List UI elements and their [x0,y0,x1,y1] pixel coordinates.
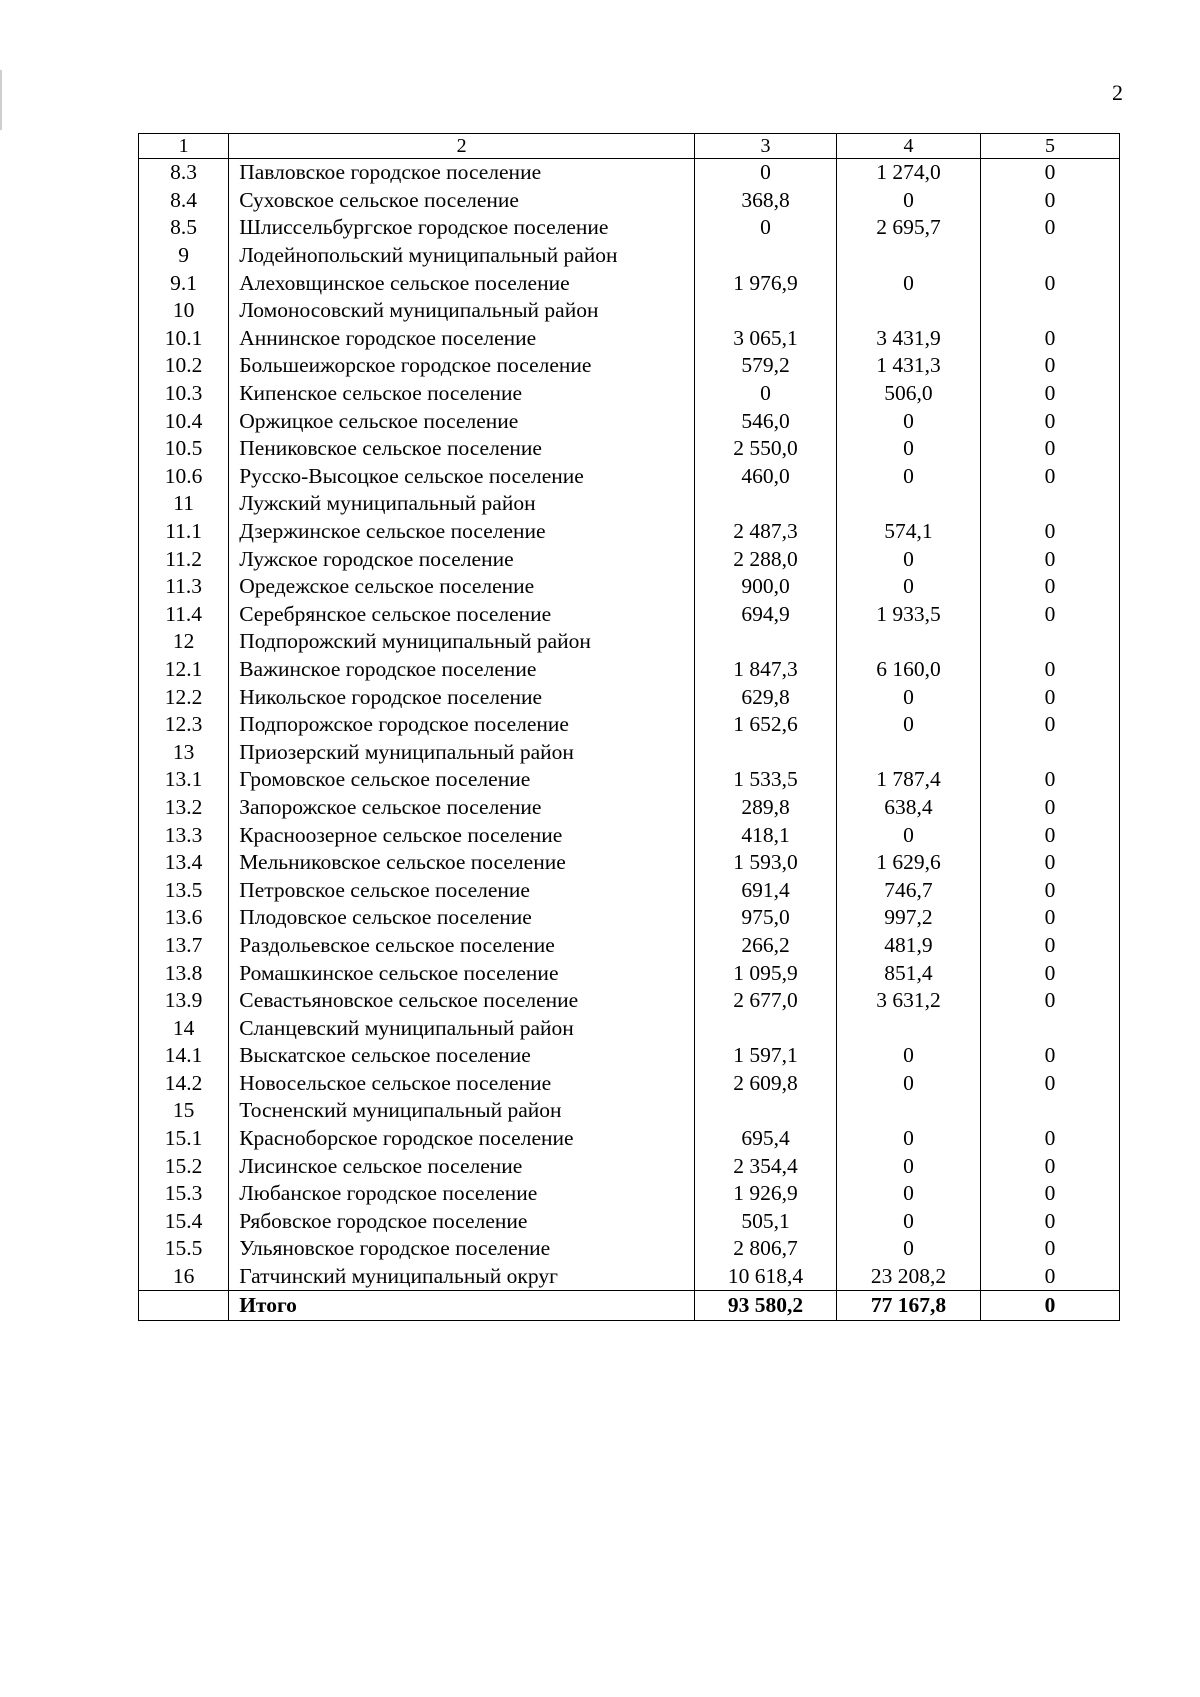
value-col5-cell [980,490,1119,518]
scan-edge-mark [0,70,2,130]
table-row [139,1014,1120,1042]
table-row [139,1125,1120,1153]
value-col4-cell: 1 933,5 [837,601,981,629]
name-cell: Раздольевское сельское поселение [229,932,695,960]
number-cell: 10.3 [139,380,229,408]
name-cell: Приозерский муниципальный район [229,738,695,766]
table-row [139,380,1120,408]
name-cell: Гатчинский муниципальный округ [229,1263,695,1291]
table-row [139,932,1120,960]
name-cell: Большеижорское городское поселение [229,352,695,380]
total-label: Итого [229,1291,695,1321]
value-col4-cell: 0 [837,187,981,215]
value-col4-cell: 2 695,7 [837,214,981,242]
value-col5-cell: 0 [980,159,1119,187]
name-cell: Подпорожское городское поселение [229,711,695,739]
table-row [139,1263,1120,1291]
name-cell: Ломоносовский муниципальный район [229,297,695,325]
value-col4-cell: 1 274,0 [837,159,981,187]
total-value-col5-cell: 0 [980,1291,1119,1321]
value-col3-cell: 1 652,6 [695,711,837,739]
name-cell: Севастьяновское сельское поселение [229,987,695,1015]
value-col3-cell: 1 095,9 [695,959,837,987]
number-cell: 8.5 [139,214,229,242]
table-row [139,766,1120,794]
name-cell: Красноозерное сельское поселение [229,821,695,849]
table-row [139,794,1120,822]
name-cell: Суховское сельское поселение [229,187,695,215]
number-cell: 13.5 [139,876,229,904]
value-col3-cell: 0 [695,380,837,408]
value-col3-cell [695,490,837,518]
value-col5-cell: 0 [980,1208,1119,1236]
value-col3-cell: 900,0 [695,573,837,601]
name-cell: Ульяновское городское поселение [229,1235,695,1263]
number-cell: 12.3 [139,711,229,739]
name-cell: Любанское городское поселение [229,1180,695,1208]
value-col4-cell: 0 [837,1208,981,1236]
name-cell: Кипенское сельское поселение [229,380,695,408]
table-row [139,242,1120,270]
value-col3-cell: 2 288,0 [695,545,837,573]
value-col3-cell: 691,4 [695,876,837,904]
value-col3-cell: 418,1 [695,821,837,849]
table-row [139,1208,1120,1236]
name-cell: Мельниковское сельское поселение [229,849,695,877]
value-col4-cell: 3 631,2 [837,987,981,1015]
value-col5-cell: 0 [980,601,1119,629]
value-col3-cell: 3 065,1 [695,325,837,353]
value-col4-cell: 0 [837,1125,981,1153]
value-col3-cell: 629,8 [695,683,837,711]
value-col5-cell: 0 [980,987,1119,1015]
value-col5-cell [980,1097,1119,1125]
value-col4-cell: 997,2 [837,904,981,932]
value-col3-cell: 695,4 [695,1125,837,1153]
table-row [139,656,1120,684]
value-col4-cell: 0 [837,1042,981,1070]
total-value-col4-cell: 77 167,8 [837,1291,981,1321]
value-col3-cell: 2 806,7 [695,1235,837,1263]
number-cell: 11.1 [139,518,229,546]
value-col3-cell: 505,1 [695,1208,837,1236]
header-cell-4: 4 [837,134,981,159]
number-cell: 13.9 [139,987,229,1015]
value-col3-cell [695,297,837,325]
table-row [139,269,1120,297]
value-col5-cell: 0 [980,656,1119,684]
value-col5-cell: 0 [980,352,1119,380]
value-col4-cell: 481,9 [837,932,981,960]
header-cell-1: 1 [139,134,229,159]
name-cell: Красноборское городское поселение [229,1125,695,1153]
value-col3-cell [695,242,837,270]
value-col4-cell [837,490,981,518]
value-col3-cell: 1 847,3 [695,656,837,684]
value-col5-cell: 0 [980,1152,1119,1180]
value-col3-cell: 0 [695,159,837,187]
value-col4-cell: 746,7 [837,876,981,904]
value-col5-cell: 0 [980,849,1119,877]
value-col4-cell: 0 [837,1152,981,1180]
header-cell-5: 5 [980,134,1119,159]
name-cell: Алеховщинское сельское поселение [229,269,695,297]
name-cell: Ромашкинское сельское поселение [229,959,695,987]
value-col5-cell: 0 [980,380,1119,408]
value-col4-cell [837,242,981,270]
name-cell: Аннинское городское поселение [229,325,695,353]
value-col5-cell: 0 [980,269,1119,297]
value-col5-cell: 0 [980,1180,1119,1208]
value-col5-cell: 0 [980,573,1119,601]
total-number-cell [139,1291,229,1321]
value-col5-cell: 0 [980,1070,1119,1098]
name-cell: Шлиссельбургское городское поселение [229,214,695,242]
table-row [139,490,1120,518]
value-col4-cell: 0 [837,573,981,601]
value-col4-cell: 6 160,0 [837,656,981,684]
value-col3-cell: 694,9 [695,601,837,629]
value-col3-cell: 1 593,0 [695,849,837,877]
header-cell-2: 2 [229,134,695,159]
table-row [139,1235,1120,1263]
value-col4-cell: 23 208,2 [837,1263,981,1291]
number-cell: 14.1 [139,1042,229,1070]
name-cell: Никольское городское поселение [229,683,695,711]
value-col5-cell: 0 [980,1125,1119,1153]
value-col5-cell: 0 [980,711,1119,739]
value-col3-cell: 2 487,3 [695,518,837,546]
number-cell: 13.2 [139,794,229,822]
value-col3-cell: 2 677,0 [695,987,837,1015]
value-col3-cell: 0 [695,214,837,242]
name-cell: Сланцевский муниципальный район [229,1014,695,1042]
table-body [139,134,1120,1321]
number-cell: 10.6 [139,463,229,491]
value-col3-cell: 266,2 [695,932,837,960]
total-row [139,1291,1120,1321]
value-col3-cell: 368,8 [695,187,837,215]
value-col4-cell: 0 [837,463,981,491]
name-cell: Запорожское сельское поселение [229,794,695,822]
number-cell: 10.1 [139,325,229,353]
value-col4-cell: 0 [837,407,981,435]
value-col4-cell [837,1097,981,1125]
number-cell: 15 [139,1097,229,1125]
value-col3-cell [695,1097,837,1125]
value-col3-cell: 579,2 [695,352,837,380]
value-col3-cell [695,738,837,766]
name-cell: Выскатское сельское поселение [229,1042,695,1070]
value-col4-cell: 851,4 [837,959,981,987]
number-cell: 8.3 [139,159,229,187]
table-row [139,518,1120,546]
table-row [139,1070,1120,1098]
name-cell: Тосненский муниципальный район [229,1097,695,1125]
value-col4-cell: 0 [837,711,981,739]
name-cell: Серебрянское сельское поселение [229,601,695,629]
number-cell: 15.4 [139,1208,229,1236]
value-col5-cell: 0 [980,904,1119,932]
value-col4-cell [837,1014,981,1042]
name-cell: Громовское сельское поселение [229,766,695,794]
value-col4-cell: 0 [837,1235,981,1263]
table-row [139,601,1120,629]
value-col3-cell: 2 609,8 [695,1070,837,1098]
table-row [139,876,1120,904]
table-row [139,545,1120,573]
name-cell: Русско-Высоцкое сельское поселение [229,463,695,491]
number-cell: 11 [139,490,229,518]
table-row [139,297,1120,325]
name-cell: Оржицкое сельское поселение [229,407,695,435]
value-col5-cell: 0 [980,518,1119,546]
table-row [139,187,1120,215]
value-col3-cell: 10 618,4 [695,1263,837,1291]
value-col5-cell [980,297,1119,325]
value-col5-cell: 0 [980,214,1119,242]
table-row [139,711,1120,739]
number-cell: 13.7 [139,932,229,960]
number-cell: 15.1 [139,1125,229,1153]
number-cell: 15.3 [139,1180,229,1208]
value-col3-cell: 1 597,1 [695,1042,837,1070]
value-col4-cell: 1 431,3 [837,352,981,380]
table-row [139,1097,1120,1125]
name-cell: Лужский муниципальный район [229,490,695,518]
value-col5-cell: 0 [980,407,1119,435]
name-cell: Лужское городское поселение [229,545,695,573]
value-col4-cell: 0 [837,821,981,849]
name-cell: Плодовское сельское поселение [229,904,695,932]
name-cell: Лисинское сельское поселение [229,1152,695,1180]
value-col3-cell [695,628,837,656]
value-col4-cell: 0 [837,683,981,711]
number-cell: 9 [139,242,229,270]
value-col4-cell: 1 629,6 [837,849,981,877]
value-col4-cell [837,628,981,656]
number-cell: 11.3 [139,573,229,601]
table-row [139,1042,1120,1070]
table-row [139,987,1120,1015]
value-col4-cell: 0 [837,435,981,463]
value-col5-cell [980,1014,1119,1042]
number-cell: 12 [139,628,229,656]
value-col4-cell: 506,0 [837,380,981,408]
value-col4-cell: 0 [837,1180,981,1208]
number-cell: 15.5 [139,1235,229,1263]
table-row [139,683,1120,711]
value-col3-cell: 1 533,5 [695,766,837,794]
value-col4-cell: 0 [837,545,981,573]
name-cell: Лодейнопольский муниципальный район [229,242,695,270]
table-row [139,628,1120,656]
name-cell: Пениковское сельское поселение [229,435,695,463]
value-col5-cell: 0 [980,187,1119,215]
value-col5-cell [980,738,1119,766]
number-cell: 10.2 [139,352,229,380]
value-col5-cell: 0 [980,821,1119,849]
name-cell: Подпорожский муниципальный район [229,628,695,656]
value-col5-cell: 0 [980,959,1119,987]
value-col4-cell: 574,1 [837,518,981,546]
total-value-col3-cell: 93 580,2 [695,1291,837,1321]
value-col3-cell: 460,0 [695,463,837,491]
number-cell: 14 [139,1014,229,1042]
number-cell: 15.2 [139,1152,229,1180]
table-row [139,1180,1120,1208]
table-row [139,821,1120,849]
value-col5-cell: 0 [980,932,1119,960]
name-cell: Новосельское сельское поселение [229,1070,695,1098]
name-cell: Важинское городское поселение [229,656,695,684]
value-col4-cell: 638,4 [837,794,981,822]
number-cell: 13.8 [139,959,229,987]
value-col5-cell [980,628,1119,656]
value-col3-cell: 2 550,0 [695,435,837,463]
value-col5-cell: 0 [980,876,1119,904]
number-cell: 10.4 [139,407,229,435]
number-cell: 10.5 [139,435,229,463]
number-cell: 11.4 [139,601,229,629]
number-cell: 8.4 [139,187,229,215]
value-col5-cell: 0 [980,1042,1119,1070]
name-cell: Петровское сельское поселение [229,876,695,904]
number-cell: 16 [139,1263,229,1291]
allocation-table [138,133,1120,1321]
table-row [139,214,1120,242]
header-cell-3: 3 [695,134,837,159]
value-col4-cell: 3 431,9 [837,325,981,353]
number-cell: 13.6 [139,904,229,932]
value-col5-cell: 0 [980,1235,1119,1263]
value-col3-cell: 1 926,9 [695,1180,837,1208]
table-row [139,463,1120,491]
value-col5-cell: 0 [980,1263,1119,1291]
name-cell: Рябовское городское поселение [229,1208,695,1236]
value-col4-cell: 0 [837,1070,981,1098]
table-row [139,325,1120,353]
number-cell: 12.2 [139,683,229,711]
table-row [139,738,1120,766]
number-cell: 11.2 [139,545,229,573]
value-col4-cell [837,297,981,325]
value-col5-cell: 0 [980,683,1119,711]
value-col5-cell: 0 [980,545,1119,573]
table-row [139,573,1120,601]
name-cell: Павловское городское поселение [229,159,695,187]
value-col3-cell: 2 354,4 [695,1152,837,1180]
number-cell: 14.2 [139,1070,229,1098]
value-col5-cell: 0 [980,325,1119,353]
number-cell: 13 [139,738,229,766]
value-col4-cell: 1 787,4 [837,766,981,794]
page-number: 2 [1112,80,1123,105]
value-col5-cell: 0 [980,766,1119,794]
table-row [139,407,1120,435]
value-col4-cell [837,738,981,766]
value-col3-cell: 546,0 [695,407,837,435]
value-col3-cell: 1 976,9 [695,269,837,297]
value-col5-cell: 0 [980,435,1119,463]
table-row [139,1152,1120,1180]
value-col5-cell [980,242,1119,270]
value-col3-cell [695,1014,837,1042]
name-cell: Дзержинское сельское поселение [229,518,695,546]
number-cell: 13.3 [139,821,229,849]
value-col5-cell: 0 [980,794,1119,822]
number-cell: 13.1 [139,766,229,794]
table-row [139,352,1120,380]
table-row [139,959,1120,987]
value-col3-cell: 289,8 [695,794,837,822]
table-row [139,849,1120,877]
table-row [139,435,1120,463]
value-col3-cell: 975,0 [695,904,837,932]
number-cell: 13.4 [139,849,229,877]
header-row [139,134,1120,159]
number-cell: 10 [139,297,229,325]
value-col4-cell: 0 [837,269,981,297]
number-cell: 9.1 [139,269,229,297]
table-row [139,904,1120,932]
number-cell: 12.1 [139,656,229,684]
name-cell: Оредежское сельское поселение [229,573,695,601]
value-col5-cell: 0 [980,463,1119,491]
table-row [139,159,1120,187]
